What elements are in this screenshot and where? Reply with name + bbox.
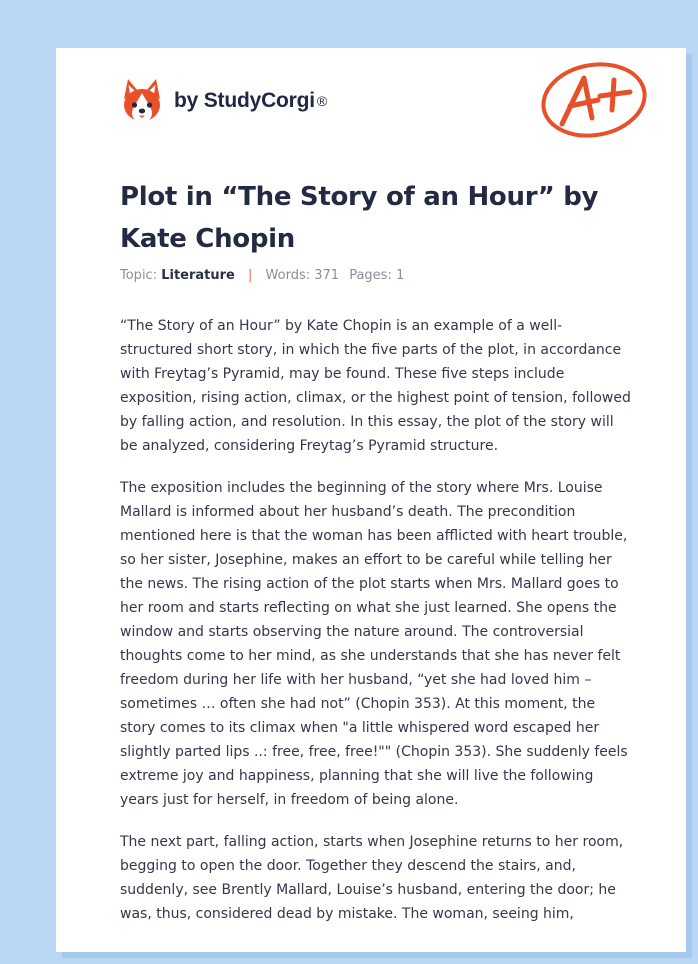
paragraph-2: The exposition includes the beginning of the story where Mrs. Louise Mallard is informed about her husband’s death. The precondition mentioned here is that the woman has been afflicted with heart trouble, so her sister, Josephine, makes an effort to be careful while telling her the news. The rising action of the plot starts when Mrs. Mallard goes to her room and starts reflecting on what she just learned. She opens the window and starts observing the nature around. The controversial thoughts come to her mind, as she understands that she has never felt freedom during her life with her husband, “yet she had loved him – sometimes … often she had not” (Chopin 353). At this moment, the story comes to its climax when "a little whispered word escaped her slightly parted lips ..: free, free, free!"" (Chopin 353). She suddenly feels extreme joy and happiness, planning that she will live the following years just for herself, in freedom of being alone. — [120, 480, 628, 808]
page-count: Pages: 1 — [349, 268, 405, 283]
article-title: Plot in “The Story of an Hour” by Kate Chopin — [120, 182, 599, 254]
paragraph-3: The next part, falling action, starts when Josephine returns to her room, begging to open the door. Together they descend the stairs, and, suddenly, see Brently Mallard, Louise’s husband, entering the door; he was, thus, considered dead by mistake. The woman, seeing him, — [120, 834, 624, 922]
a-plus-grade-icon — [538, 58, 650, 140]
topic-label: Topic: — [120, 268, 158, 283]
brand-logo[interactable] — [120, 76, 327, 126]
topic-link[interactable]: Literature — [161, 268, 235, 283]
article-body — [120, 314, 632, 944]
article-meta — [120, 268, 404, 283]
paragraph-1: “The Story of an Hour” by Kate Chopin is an example of a well-structured short story, in which the five parts of the plot, in accordance with Freytag’s Pyramid, may be found. These five steps include exposition, rising action, climax, or the highest point of tension, followed by falling action, and resolution. In this essay, the plot of the story will be analyzed, considering Freytag’s Pyramid structure. — [120, 318, 631, 454]
registered-mark: ® — [316, 93, 328, 109]
corgi-logo-icon — [120, 77, 164, 125]
meta-separator: | — [248, 268, 253, 283]
document-page — [56, 48, 686, 952]
word-count: Words: 371 — [265, 268, 340, 283]
brand-name: by StudyCorgi — [174, 89, 315, 112]
